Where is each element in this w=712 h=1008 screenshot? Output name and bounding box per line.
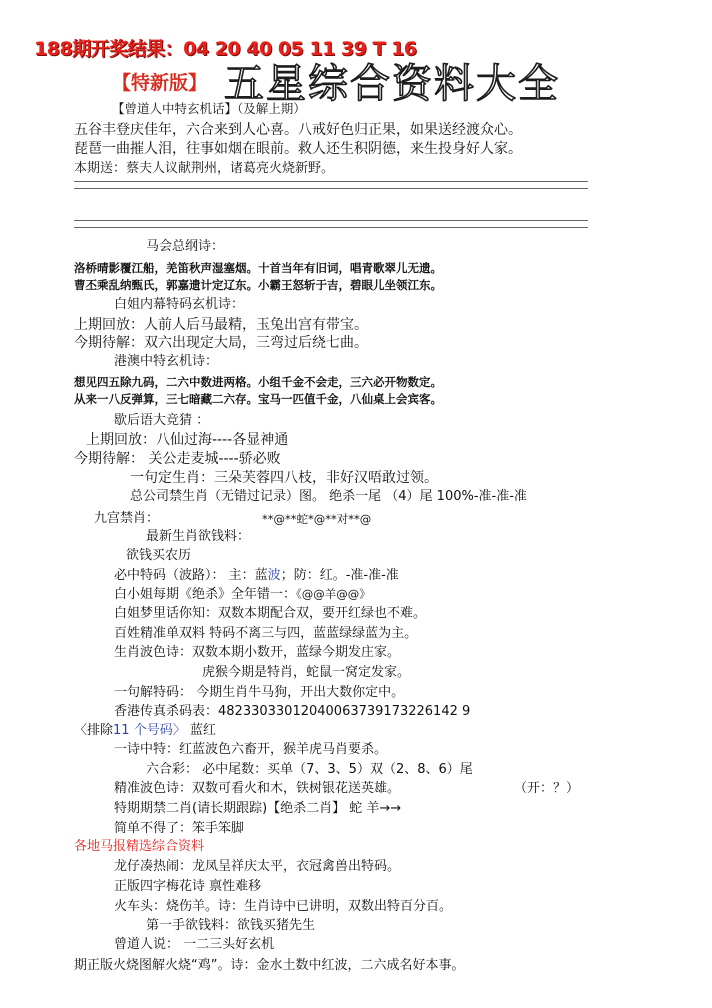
xiehou-now: 今期待解： 关公走麦城----骄必败 xyxy=(74,451,281,467)
bizhong-line xyxy=(114,569,399,582)
intro-heading: 【曾道人中特玄机话】（及解上期） xyxy=(112,101,306,116)
page-title: 五星综合资料大全 xyxy=(224,61,560,107)
liuhe-line: 六合彩： 必中尾数：买单（7、3、5）双（2、8、6）尾 xyxy=(146,762,473,777)
xiehou-prev: 上期回放：八仙过海----各显神通 xyxy=(86,432,289,448)
mahui-line-1: 洛桥晴影覆江船，羌笛秋声湿塞烟。十首当年有旧词，唱青歌翠儿无遗。 xyxy=(74,261,442,275)
qizheng-line: 期正版火烧图解火烧“鸡”。诗：金水土数中红波，二六成名好本事。 xyxy=(74,958,465,973)
bizhong-bo: 波 xyxy=(267,568,281,583)
xiaojie-label: 白小姐每期《绝杀》全年错一： xyxy=(114,587,297,602)
jiandan-line: 简单不得了：笨手笨脚 xyxy=(114,821,245,836)
gangao-title: 港澳中特玄机诗： xyxy=(114,354,219,369)
mahui-title: 马会总纲诗： xyxy=(146,239,225,254)
paichu-line xyxy=(74,724,216,737)
zhengban-line: 正版四字梅花诗 禀性难移 xyxy=(114,879,262,894)
zuixin-title: 最新生肖欲钱料： xyxy=(146,529,251,544)
kai-note: （开：？） xyxy=(514,781,580,796)
zonggongsi-jin: 总公司禁生肖（无错过记录）图。 绝杀一尾 （4）尾 100%-准-准-准 xyxy=(130,489,527,504)
xianggang-line: 香港传真杀码表：48233033012040063739173226142 9 xyxy=(114,704,471,719)
mengli-line: 白姐梦里话你知：双数本期配合双，要开红绿也不难。 xyxy=(114,606,427,621)
mahui-line-2: 曹丕乘乱纳甄氏，郭嘉遗计定辽东。小霸王怒斩于吉，碧眼儿坐领江东。 xyxy=(74,278,442,292)
jiugong-label: 九宫禁肖： xyxy=(94,511,160,526)
intro-line-1: 五谷丰登庆佳年，六合来到人心喜。八戒好色归正果，如果送经渡众心。 xyxy=(74,122,522,138)
draw-result-banner: 188期开奖结果：04 20 40 05 11 39 T 16 xyxy=(34,38,417,60)
yijujie-line: 一句解特码： 今期生肖牛马狗，开出大数你定中。 xyxy=(114,685,405,700)
bizhong-label: 必中特码（波路）： xyxy=(114,568,225,583)
baixing-line: 百姓精准单双料 特码不离三与四，蓝蓝绿绿蓝为主。 xyxy=(114,626,418,641)
cengdao-line: 曾道人说： 一二三头好玄机 xyxy=(114,937,275,952)
gangao-line-2: 从来一八反弹算，三七暗藏二六存。宝马一匹值千金，八仙桌上会宾客。 xyxy=(74,392,442,406)
shengxiao-line-2: 虎猴今期是特肖，蛇鼠一窝定发家。 xyxy=(202,665,411,680)
diyishou-line: 第一手欲钱料：欲钱买猪先生 xyxy=(146,918,316,933)
huoche-line: 火车头：烧伤羊。诗：生肖诗中已讲明，双数出特百分百。 xyxy=(114,899,453,914)
paichu-a: 〈排除 xyxy=(74,723,114,738)
divider-2 xyxy=(74,220,588,228)
paichu-c: 蓝红 xyxy=(189,723,216,738)
shengxiao-line-1: 生肖波色诗：双数本期小数开，蓝绿今期发庄家。 xyxy=(114,645,401,660)
bizhong-rest: ；防：红。-准-准-准 xyxy=(280,568,399,583)
gangao-line-1: 想见四五除九码，二六中数进两格。小组千金不会走，三六必开物数定。 xyxy=(74,375,442,389)
longzai-line: 龙仔凑热闹：龙凤呈祥庆太平，衣冠禽兽出特码。 xyxy=(114,859,401,874)
zuixin-value: 欲钱买农历 xyxy=(126,548,192,563)
baijie-prev: 上期回放：人前人后马最精，玉兔出宫有带宝。 xyxy=(74,317,368,333)
teqi-line: 特期期禁二肖(请长期跟踪)【绝杀二肖】 蛇 羊→→ xyxy=(114,801,402,816)
intro-line-3: 本期送：蔡夫人议献荆州，诸葛亮火烧新野。 xyxy=(74,161,335,176)
intro-line-2: 琵琶一曲摧人泪，往事如烟在眼前。救人还生积阴德，来生投身好人家。 xyxy=(74,141,522,157)
jingzhun-line: 精准波色诗：双数可看火和木，铁树银花送英雄。 xyxy=(114,781,401,796)
paichu-b: 11 个号码〉 xyxy=(113,723,186,738)
yishi-line: 一诗中特：红蓝波色六畜开，猴羊虎马肖要杀。 xyxy=(114,742,388,757)
xiehou-title: 歇后语大竞猜 ： xyxy=(114,413,210,428)
gedi-title: 各地马报精选综合资料 xyxy=(74,839,205,854)
bizhong-main: 主：蓝 xyxy=(228,568,268,583)
baijie-title: 白姐内幕特码玄机诗： xyxy=(114,297,245,312)
divider-1 xyxy=(74,181,588,189)
xiaojie-line xyxy=(114,588,371,601)
xiaojie-value: 《@@羊@@》 xyxy=(296,587,371,601)
edition-tag: 【特新版】 xyxy=(112,72,208,94)
jiugong-value: **@**蛇*@**对**@ xyxy=(262,512,372,526)
yiju-shengxiao: 一句定生肖：三朵芙蓉四八枝，非好汉唔敢过领。 xyxy=(130,470,438,486)
baijie-now: 今期待解：双六出现定大局，三弯过后绕七曲。 xyxy=(74,335,368,351)
